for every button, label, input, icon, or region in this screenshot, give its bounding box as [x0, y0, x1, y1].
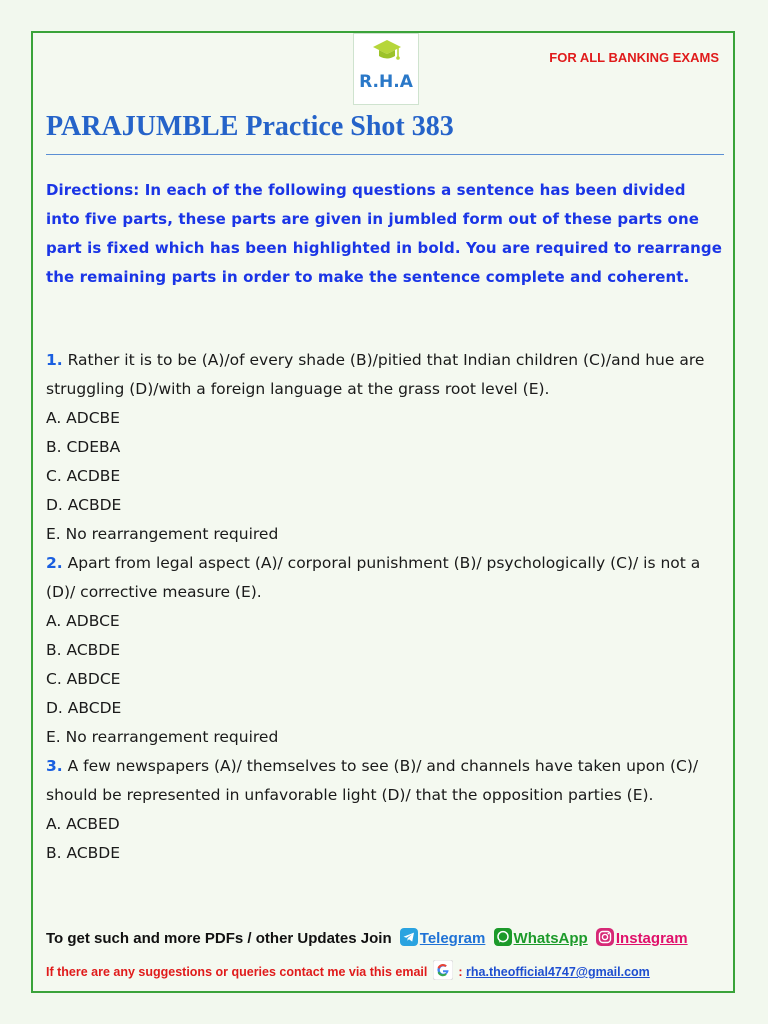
graduation-cap-icon [372, 38, 402, 64]
telegram-icon [400, 928, 418, 946]
option-item: A. ADCBE [46, 409, 120, 427]
option-item: A. ADBCE [46, 612, 120, 630]
option-item: B. ACBDE [46, 844, 121, 862]
option-item: B. CDEBA [46, 438, 121, 456]
email-link[interactable]: rha.theofficial4747@gmail.com [466, 965, 650, 979]
option-item: C. ABDCE [46, 670, 121, 688]
contact-footer [46, 960, 650, 980]
logo-text: R.H.A [359, 72, 413, 92]
telegram-link[interactable]: Telegram [419, 930, 486, 947]
exam-tagline: FOR ALL BANKING EXAMS [549, 50, 719, 65]
join-footer [46, 928, 688, 947]
page-frame [31, 31, 735, 993]
instagram-icon [596, 928, 614, 946]
question-number: 1. [46, 351, 63, 369]
title-divider [46, 154, 724, 155]
option-item: E. No rearrangement required [46, 728, 279, 746]
instagram-link[interactable]: Instagram [615, 930, 688, 947]
contact-text: If there are any suggestions or queries contact me via this email [46, 965, 428, 979]
google-icon [433, 960, 453, 980]
logo [353, 33, 419, 105]
join-text: To get such and more PDFs / other Updates Join [46, 930, 392, 947]
directions-text: Directions: In each of the following questions a sentence has been divided into five parts, these parts are given in jumbled form out of these parts one part is fixed which has been highlighted in bold. You are required to rearrange the remaining parts in order to make the sentence complete and coherent. [46, 181, 723, 286]
option-item: A. ACBED [46, 815, 120, 833]
option-item: B. ACBDE [46, 641, 121, 659]
question-number: 3. [46, 757, 63, 775]
page-title: PARAJUMBLE Practice Shot 383 [46, 111, 454, 142]
option-item: D. ABCDE [46, 699, 122, 717]
whatsapp-link[interactable]: WhatsApp [513, 930, 588, 947]
contact-colon: : [458, 965, 463, 979]
option-item: D. ACBDE [46, 496, 122, 514]
question-3 [46, 752, 722, 810]
question-text: Rather it is to be (A)/of every shade (B)/pitied that Indian children (C)/and hue are struggling (D)/with a foreign language at the grass root level (E). [46, 351, 705, 398]
question-text: Apart from legal aspect (A)/ corporal punishment (B)/ psychologically (C)/ is not a (D)/ corrective measure (E). [46, 554, 701, 601]
question-1 [46, 346, 722, 404]
option-item: C. ACDBE [46, 467, 121, 485]
option-item: E. No rearrangement required [46, 525, 279, 543]
question-text: A few newspapers (A)/ themselves to see (B)/ and channels have taken upon (C)/ should be represented in unfavorable light (D)/ that the opposition parties (E). [46, 757, 699, 804]
questions-list [46, 346, 722, 868]
whatsapp-icon [494, 928, 512, 946]
question-2 [46, 549, 722, 607]
question-number: 2. [46, 554, 63, 572]
